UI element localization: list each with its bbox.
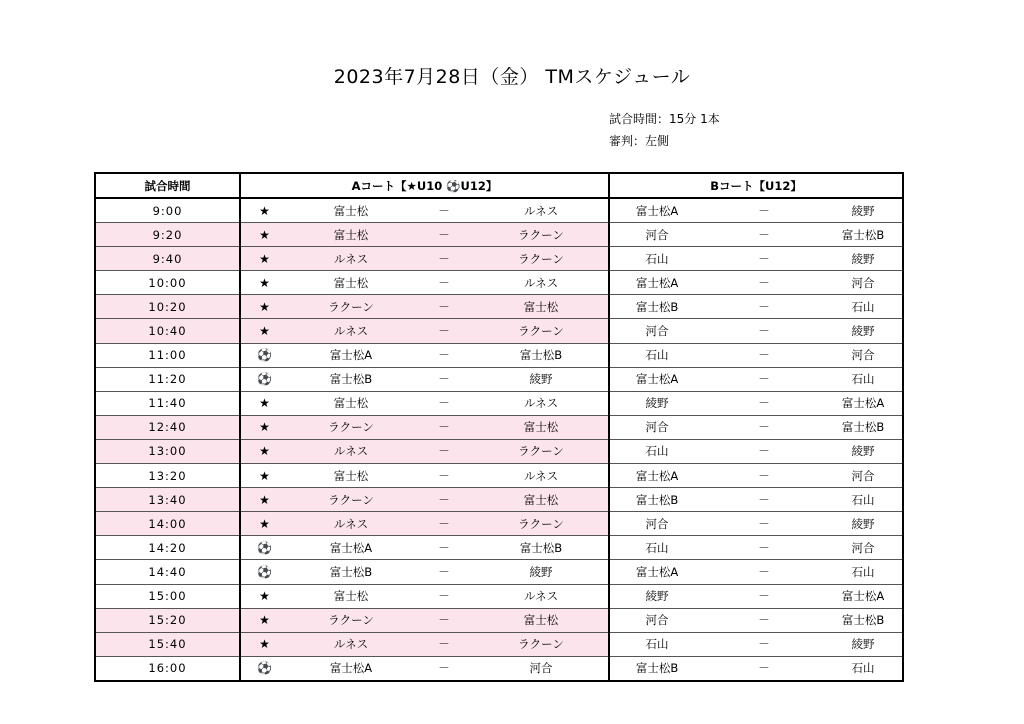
court-a-home-team: 富士松	[288, 464, 414, 488]
court-a-home-team: 富士松B	[288, 367, 414, 391]
court-a-separator: －	[414, 632, 474, 656]
court-b-home-team: 富士松A	[609, 198, 704, 223]
page-title: 2023年7月28日（金） TMスケジュール	[333, 66, 691, 88]
match-time: 10:00	[95, 271, 240, 295]
court-a-away-team: 河合	[474, 656, 609, 681]
court-b-away-team: 河合	[824, 343, 903, 367]
court-a-home-team: ルネス	[288, 632, 414, 656]
court-a-separator: －	[414, 439, 474, 463]
court-a-separator: －	[414, 536, 474, 560]
court-a-separator: －	[414, 367, 474, 391]
court-a-home-team: ルネス	[288, 439, 414, 463]
court-b-home-team: 富士松A	[609, 367, 704, 391]
court-b-home-team: 河合	[609, 415, 704, 439]
court-b-away-team: 富士松A	[824, 391, 903, 415]
soccer-ball-icon: ⚽	[240, 367, 288, 391]
court-b-separator: －	[704, 560, 824, 584]
star-icon: ★	[240, 415, 288, 439]
match-time: 12:40	[95, 415, 240, 439]
court-a-home-team: 富士松A	[288, 656, 414, 681]
court-a-separator: －	[414, 295, 474, 319]
court-b-separator: －	[704, 343, 824, 367]
court-a-home-team: 富士松A	[288, 536, 414, 560]
match-time: 15:00	[95, 584, 240, 608]
table-row	[95, 319, 903, 343]
court-a-separator: －	[414, 391, 474, 415]
court-b-home-team: 河合	[609, 223, 704, 247]
court-b-home-team: 河合	[609, 319, 704, 343]
court-b-away-team: 河合	[824, 464, 903, 488]
soccer-ball-icon: ⚽	[240, 343, 288, 367]
match-time: 9:00	[95, 198, 240, 223]
court-a-separator: －	[414, 343, 474, 367]
court-a-away-team: ラクーン	[474, 319, 609, 343]
court-b-separator: －	[704, 656, 824, 681]
header-court-a: Aコート【★U10 ⚽U12】	[240, 173, 609, 198]
court-a-separator: －	[414, 656, 474, 681]
court-b-away-team: 石山	[824, 488, 903, 512]
table-row	[95, 271, 903, 295]
court-a-away-team: 富士松B	[474, 536, 609, 560]
table-row	[95, 223, 903, 247]
court-b-away-team: 石山	[824, 656, 903, 681]
star-icon: ★	[240, 198, 288, 223]
court-a-home-team: ルネス	[288, 319, 414, 343]
court-a-separator: －	[414, 464, 474, 488]
court-a-home-team: ラクーン	[288, 415, 414, 439]
court-a-home-team: 富士松	[288, 271, 414, 295]
court-a-away-team: ラクーン	[474, 247, 609, 271]
court-b-home-team: 石山	[609, 343, 704, 367]
match-time: 11:20	[95, 367, 240, 391]
match-time: 11:40	[95, 391, 240, 415]
court-b-away-team: 石山	[824, 295, 903, 319]
soccer-ball-icon: ⚽	[240, 560, 288, 584]
star-icon: ★	[240, 584, 288, 608]
court-a-away-team: 富士松	[474, 415, 609, 439]
match-time: 14:00	[95, 512, 240, 536]
court-b-away-team: 石山	[824, 560, 903, 584]
star-icon: ★	[240, 512, 288, 536]
court-a-away-team: 富士松	[474, 488, 609, 512]
table-row	[95, 198, 903, 223]
table-row	[95, 464, 903, 488]
court-b-home-team: 石山	[609, 247, 704, 271]
match-time: 14:40	[95, 560, 240, 584]
star-icon: ★	[240, 223, 288, 247]
court-b-separator: －	[704, 367, 824, 391]
court-b-separator: －	[704, 512, 824, 536]
star-icon: ★	[240, 608, 288, 632]
court-a-away-team: 富士松	[474, 295, 609, 319]
court-b-home-team: 石山	[609, 439, 704, 463]
court-b-home-team: 富士松B	[609, 488, 704, 512]
match-time: 15:20	[95, 608, 240, 632]
star-icon: ★	[240, 488, 288, 512]
court-b-home-team: 富士松B	[609, 295, 704, 319]
court-a-home-team: 富士松	[288, 584, 414, 608]
court-a-home-team: ルネス	[288, 247, 414, 271]
star-icon: ★	[240, 464, 288, 488]
star-icon: ★	[240, 439, 288, 463]
star-icon: ★	[240, 391, 288, 415]
court-a-away-team: ラクーン	[474, 632, 609, 656]
match-duration-note: 試合時間：15分 1本	[609, 112, 720, 126]
court-a-away-team: 富士松B	[474, 343, 609, 367]
court-b-separator: －	[704, 439, 824, 463]
court-b-home-team: 石山	[609, 536, 704, 560]
match-time: 14:20	[95, 536, 240, 560]
table-row	[95, 512, 903, 536]
court-b-separator: －	[704, 247, 824, 271]
schedule-body	[95, 198, 903, 681]
match-time: 11:00	[95, 343, 240, 367]
court-b-away-team: 綾野	[824, 632, 903, 656]
court-a-home-team: 富士松B	[288, 560, 414, 584]
table-row	[95, 656, 903, 681]
court-a-home-team: 富士松	[288, 223, 414, 247]
court-a-home-team: ラクーン	[288, 488, 414, 512]
court-b-away-team: 河合	[824, 271, 903, 295]
match-time: 15:40	[95, 632, 240, 656]
court-b-away-team: 河合	[824, 536, 903, 560]
table-row	[95, 488, 903, 512]
court-b-away-team: 綾野	[824, 319, 903, 343]
table-row	[95, 608, 903, 632]
star-icon: ★	[240, 247, 288, 271]
court-a-home-team: 富士松	[288, 391, 414, 415]
court-b-home-team: 河合	[609, 512, 704, 536]
court-b-separator: －	[704, 608, 824, 632]
court-b-separator: －	[704, 488, 824, 512]
court-a-away-team: 綾野	[474, 560, 609, 584]
match-time: 13:00	[95, 439, 240, 463]
court-a-away-team: ルネス	[474, 464, 609, 488]
court-b-separator: －	[704, 198, 824, 223]
court-a-separator: －	[414, 584, 474, 608]
court-a-away-team: 富士松	[474, 608, 609, 632]
court-b-separator: －	[704, 415, 824, 439]
court-b-home-team: 富士松A	[609, 271, 704, 295]
schedule-table	[94, 172, 904, 682]
court-b-home-team: 富士松B	[609, 656, 704, 681]
court-b-separator: －	[704, 584, 824, 608]
court-b-home-team: 綾野	[609, 584, 704, 608]
court-a-separator: －	[414, 198, 474, 223]
match-time: 9:20	[95, 223, 240, 247]
court-a-separator: －	[414, 608, 474, 632]
match-time: 13:40	[95, 488, 240, 512]
table-row	[95, 632, 903, 656]
table-row	[95, 536, 903, 560]
header-court-b: Bコート【U12】	[609, 173, 903, 198]
court-b-away-team: 綾野	[824, 512, 903, 536]
soccer-ball-icon: ⚽	[240, 656, 288, 681]
court-a-separator: －	[414, 247, 474, 271]
match-time: 10:40	[95, 319, 240, 343]
star-icon: ★	[240, 632, 288, 656]
court-a-away-team: ラクーン	[474, 512, 609, 536]
court-b-separator: －	[704, 223, 824, 247]
court-b-separator: －	[704, 319, 824, 343]
match-time: 9:40	[95, 247, 240, 271]
court-a-separator: －	[414, 512, 474, 536]
court-b-separator: －	[704, 536, 824, 560]
court-a-home-team: ラクーン	[288, 608, 414, 632]
court-b-separator: －	[704, 632, 824, 656]
court-b-away-team: 富士松B	[824, 415, 903, 439]
star-icon: ★	[240, 319, 288, 343]
court-a-separator: －	[414, 488, 474, 512]
table-row	[95, 560, 903, 584]
court-a-away-team: ルネス	[474, 584, 609, 608]
court-b-home-team: 河合	[609, 608, 704, 632]
table-row	[95, 367, 903, 391]
table-row	[95, 295, 903, 319]
court-a-away-team: ルネス	[474, 198, 609, 223]
match-time: 10:20	[95, 295, 240, 319]
court-a-separator: －	[414, 560, 474, 584]
court-b-away-team: 綾野	[824, 439, 903, 463]
court-b-away-team: 富士松B	[824, 608, 903, 632]
court-a-away-team: ルネス	[474, 271, 609, 295]
court-b-away-team: 綾野	[824, 247, 903, 271]
court-b-separator: －	[704, 391, 824, 415]
star-icon: ★	[240, 295, 288, 319]
table-row	[95, 439, 903, 463]
table-row	[95, 247, 903, 271]
court-b-separator: －	[704, 271, 824, 295]
match-time: 16:00	[95, 656, 240, 681]
match-time: 13:20	[95, 464, 240, 488]
court-a-separator: －	[414, 223, 474, 247]
court-a-away-team: ラクーン	[474, 439, 609, 463]
court-b-away-team: 富士松B	[824, 223, 903, 247]
court-a-away-team: 綾野	[474, 367, 609, 391]
court-b-away-team: 石山	[824, 367, 903, 391]
header-row	[95, 173, 903, 198]
court-a-home-team: ラクーン	[288, 295, 414, 319]
court-b-home-team: 石山	[609, 632, 704, 656]
court-a-home-team: 富士松A	[288, 343, 414, 367]
referee-note: 審判：左側	[609, 134, 670, 148]
court-a-home-team: ルネス	[288, 512, 414, 536]
court-b-separator: －	[704, 464, 824, 488]
soccer-ball-icon: ⚽	[240, 536, 288, 560]
court-a-away-team: ラクーン	[474, 223, 609, 247]
court-a-home-team: 富士松	[288, 198, 414, 223]
court-a-separator: －	[414, 415, 474, 439]
court-b-home-team: 富士松A	[609, 464, 704, 488]
court-a-separator: －	[414, 319, 474, 343]
table-row	[95, 343, 903, 367]
court-b-away-team: 綾野	[824, 198, 903, 223]
table-row	[95, 584, 903, 608]
court-b-home-team: 綾野	[609, 391, 704, 415]
court-b-away-team: 富士松A	[824, 584, 903, 608]
court-b-separator: －	[704, 295, 824, 319]
court-a-away-team: ルネス	[474, 391, 609, 415]
table-row	[95, 415, 903, 439]
table-row	[95, 391, 903, 415]
header-time: 試合時間	[95, 173, 240, 198]
court-a-separator: －	[414, 271, 474, 295]
star-icon: ★	[240, 271, 288, 295]
court-b-home-team: 富士松A	[609, 560, 704, 584]
